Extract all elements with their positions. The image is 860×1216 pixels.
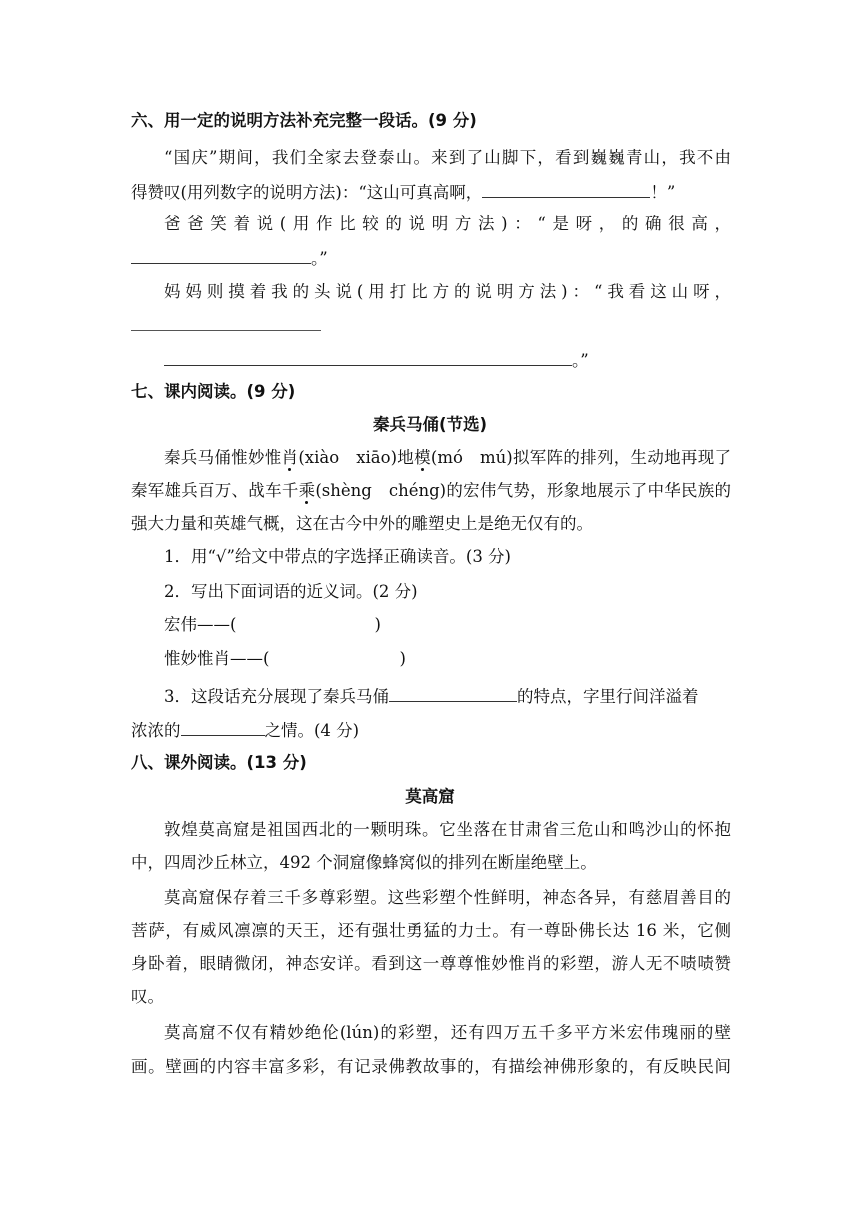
s6-paragraph-3-line-3 <box>164 347 764 373</box>
close-paren: ) <box>399 649 406 668</box>
s6-paragraph-1-line-1: “国庆”期间，我们全家去登泰山。来到了山脚下，看到巍巍青山，我不由 <box>164 148 731 167</box>
s7-q2-item-1 <box>164 613 731 637</box>
s6-paragraph-1-line-2 <box>131 179 731 205</box>
answer-blank[interactable] <box>181 717 265 736</box>
s8-p2-line-1: 莫高窟保存着三千多尊彩塑。这些彩塑个性鲜明，神态各异，有慈眉善目的 <box>164 888 731 907</box>
s6-paragraph-3-line-1: 妈妈则摸着我的头说(用打比方的说明方法)：“我看这山呀， <box>164 282 731 301</box>
section-6-heading: 六、用一定的说明方法补充完整一段话。(9 分) <box>131 111 477 130</box>
answer-blank[interactable] <box>482 179 650 198</box>
s8-passage-title: 莫高窟 <box>405 787 455 806</box>
s7-text-seg: 秦军雄兵百万、战车千 <box>131 481 299 500</box>
s7-question-3-line-2 <box>131 717 731 743</box>
s6-p1-end: ！” <box>650 183 676 202</box>
s8-p1-line-2: 中，四周沙丘林立，492 个洞窟像蜂窝似的排列在断崖绝壁上。 <box>131 853 597 872</box>
s7-text-line-2 <box>131 479 731 503</box>
s7-text-seg: (mó mú)拟军阵的排列，生动地再现了 <box>430 448 731 467</box>
s8-p3-line-2: 画。壁画的内容丰富多彩，有记录佛教故事的，有描绘神佛形象的，有反映民间 <box>131 1057 731 1076</box>
s7-question-2: 2．写出下面词语的近义词。(2 分) <box>164 582 418 601</box>
s8-p1-line-1: 敦煌莫高窟是祖国西北的一颗明珠。它坐落在甘肃省三危山和鸣沙山的怀抱 <box>164 820 731 839</box>
s8-p2-line-4: 叹。 <box>131 987 164 1006</box>
s8-p2-line-2: 菩萨，有威风凛凛的天王，还有强壮勇猛的力士。有一尊卧佛长达 16 米，它侧 <box>131 921 731 940</box>
dotted-char: 肖 <box>281 448 299 467</box>
answer-blank[interactable] <box>131 245 311 264</box>
q3-text: 浓浓的 <box>131 721 181 740</box>
s6-paragraph-2-line-2 <box>131 245 731 271</box>
s7-q2-item-2 <box>164 647 731 671</box>
s7-text-seg: (shèng chéng)的宏伟气势，形象地展示了中华民族的 <box>315 481 732 500</box>
q2-word: 宏伟——( <box>164 615 237 634</box>
section-7-heading: 七、课内阅读。(9 分) <box>131 382 296 401</box>
s8-p2-line-3: 身卧着，眼睛微闭，神态安详。看到这一尊尊惟妙惟肖的彩塑，游人无不啧啧赞 <box>131 954 731 973</box>
s6-p1-text: 得赞叹(用列数字的说明方法)：“这山可真高啊， <box>131 183 483 202</box>
section-8-heading: 八、课外阅读。(13 分) <box>131 753 307 772</box>
s8-p3-line-1: 莫高窟不仅有精妙绝伦(lún)的彩塑，还有四万五千多平方米宏伟瑰丽的壁 <box>164 1023 731 1042</box>
q2-word: 惟妙惟肖——( <box>164 649 270 668</box>
s7-question-3-line-1 <box>164 683 731 709</box>
answer-blank[interactable] <box>164 347 572 366</box>
q3-text: 之情。(4 分) <box>264 721 360 740</box>
s6-p2-end: 。” <box>311 249 328 268</box>
dotted-char: 模 <box>414 448 431 467</box>
dotted-char: 乘 <box>298 481 316 500</box>
s7-text-seg: 秦兵马俑惟妙惟 <box>164 448 282 467</box>
s7-passage-title: 秦兵马俑(节选) <box>372 415 488 434</box>
close-paren: ) <box>374 615 381 634</box>
s7-question-1: 1．用“√”给文中带点的字选择正确读音。(3 分) <box>164 547 511 566</box>
q3-text: 的特点，字里行间洋溢着 <box>517 687 699 706</box>
s7-text-line-1 <box>164 446 731 470</box>
s7-text-seg: (xiào xiāo)地 <box>298 448 415 467</box>
s7-text-line-3: 强大力量和英雄气概，这在古今中外的雕塑史上是绝无仅有的。 <box>131 514 593 533</box>
answer-blank[interactable] <box>389 683 517 702</box>
s6-paragraph-2-line-1: 爸爸笑着说(用作比较的说明方法)：“是呀，的确很高， <box>164 214 731 233</box>
answer-blank[interactable] <box>131 330 321 331</box>
s6-p3-end: 。” <box>572 351 589 370</box>
q3-text: 3．这段话充分展现了秦兵马俑 <box>164 687 389 706</box>
